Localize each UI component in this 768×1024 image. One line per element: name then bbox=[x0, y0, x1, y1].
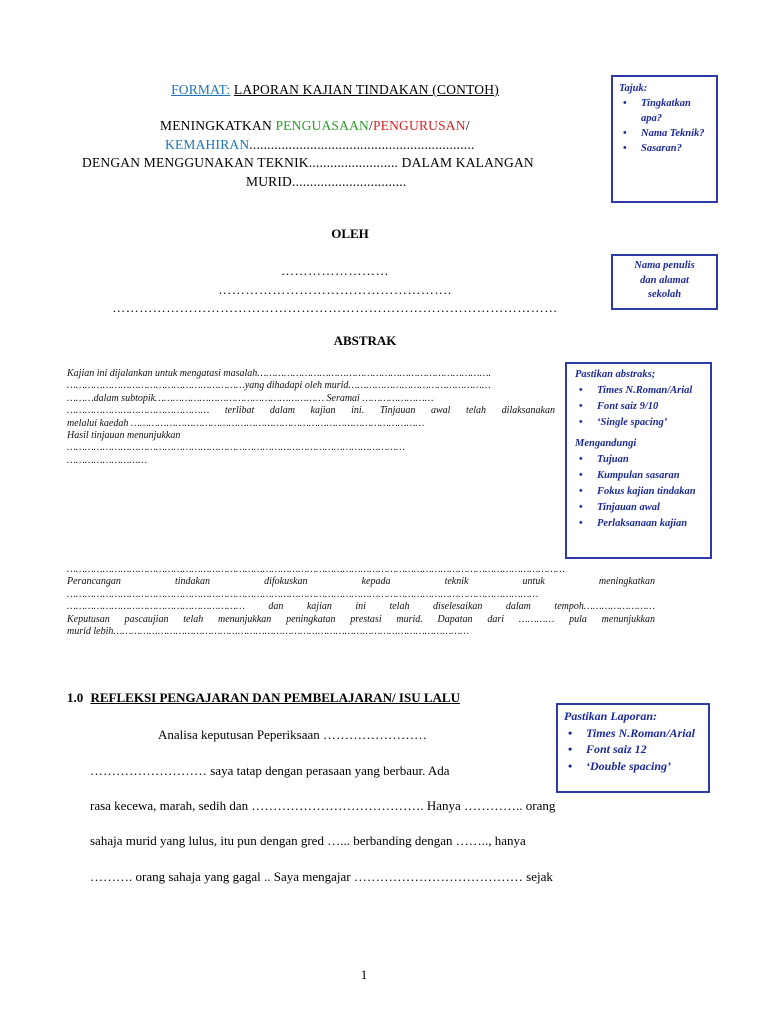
title-line-4: MURID................................ bbox=[246, 174, 407, 189]
body-line: ………. orang sahaja yang gagal .. Saya mengajar ………………………………… sejak bbox=[90, 869, 553, 884]
abstrak-note-item: • Times N.Roman/Arial bbox=[575, 383, 706, 399]
abstract-line: ………………………………………… terlibat dalam kajian ini. Tinjauan awal telah dilaksanakan bbox=[67, 405, 555, 417]
format-label: FORMAT: bbox=[171, 82, 231, 97]
abstract-line: Hasil tinjauan menunjukkan bbox=[67, 430, 181, 442]
laporan-note-item: • Times N.Roman/Arial bbox=[564, 725, 704, 742]
laporan-note-box bbox=[556, 703, 710, 793]
penulis-note-line: sekolah bbox=[647, 289, 682, 300]
section-number: 1.0 bbox=[67, 690, 84, 705]
laporan-note-item: • Font saiz 12 bbox=[564, 741, 704, 758]
abstrak-note-item: • ‘Single spacing’ bbox=[575, 415, 706, 431]
section-title: REFLEKSI PENGAJARAN DAN PEMBELAJARAN/ ISU LALU bbox=[90, 690, 460, 705]
title-line-2 bbox=[165, 137, 475, 153]
penulis-note-box bbox=[611, 254, 718, 310]
abstrak-note-content: • Perlaksanaan kajian bbox=[575, 516, 706, 532]
abstract-line: …………………………………………………………………………………………………… bbox=[67, 442, 405, 454]
title-slash: / bbox=[368, 118, 373, 133]
laporan-note-item: • ‘Double spacing’ bbox=[564, 758, 704, 775]
abstract-line: ………dalam subtopik………………………………………………… Seramai …………………… bbox=[67, 392, 434, 404]
abstract-paragraph-1 bbox=[67, 368, 555, 467]
author-line-3: ……………………………………………………………………………………… bbox=[112, 300, 558, 315]
document-header bbox=[130, 82, 540, 98]
body-line: sahaja murid yang lulus, itu pun dengan gred …... berbanding dengan …….., hanya bbox=[90, 833, 526, 848]
author-line-2: ……………………………………………. bbox=[218, 282, 452, 297]
body-line: ……………………… saya tatap dengan perasaan yang berbaur. Ada bbox=[90, 763, 450, 778]
abstract-line: Perancangan tindakan difokuskan kepada teknik untuk meningkatkan bbox=[67, 576, 655, 588]
oleh-label: OLEH bbox=[331, 226, 369, 241]
laporan-note-title: Pastikan Laporan: bbox=[564, 709, 658, 723]
body-line: Analisa keputusan Peperiksaan …………………… bbox=[158, 727, 427, 742]
abstrak-note-content: • Tinjauan awal bbox=[575, 500, 706, 516]
abstract-line: …………………………………………………… dan kajian ini telah diselesaikan dalam tempoh…………………… bbox=[67, 601, 655, 613]
title-pengurusan: PENGURUSAN bbox=[372, 118, 466, 133]
abstract-paragraph-2 bbox=[67, 564, 655, 638]
abstrak-note-subtitle: Mengandungi bbox=[575, 438, 637, 449]
title-penguasaan: PENGUASAAN bbox=[275, 118, 369, 133]
abstract-line: …………………………………………………………………………………………………………………………………………………… bbox=[67, 564, 565, 575]
penulis-note-line: Nama penulis bbox=[634, 260, 695, 271]
abstract-line: ……………………… bbox=[67, 454, 148, 466]
title-dots: ............................................................... bbox=[249, 137, 475, 152]
abstrak-heading: ABSTRAK bbox=[333, 333, 397, 348]
abstrak-note-box bbox=[565, 362, 712, 559]
abstract-line: Kajian ini dijalankan untuk mengatasi masalah……………………………………………………………………. bbox=[67, 368, 491, 379]
penulis-note-line: dan alamat bbox=[640, 274, 689, 286]
abstrak-note-content: • Tujuan bbox=[575, 452, 706, 468]
title-prefix: MENINGKATKAN bbox=[160, 118, 272, 133]
title-kemahiran: KEMAHIRAN bbox=[165, 137, 250, 152]
title-line-1 bbox=[160, 118, 470, 134]
tajuk-note-title: Tajuk: bbox=[619, 83, 648, 94]
tajuk-note-item: • Nama Teknik? bbox=[619, 126, 712, 141]
author-name-line: …………………… bbox=[281, 263, 389, 278]
tajuk-note-item: • Sasaran? bbox=[619, 141, 712, 156]
abstract-line: ……………………………………………………yang dihadapi oleh murid………………………………………… bbox=[67, 380, 491, 392]
format-title: LAPORAN KAJIAN TINDAKAN (CONTOH) bbox=[233, 82, 499, 97]
abstrak-note-content: • Kumpulan sasaran bbox=[575, 468, 706, 484]
section-1-heading bbox=[67, 690, 460, 706]
abstract-line: …………………………………………………………………………………………………………………………………………… bbox=[67, 588, 539, 600]
title-slash-end: / bbox=[465, 118, 470, 133]
abstrak-note-item: • Font saiz 9/10 bbox=[575, 399, 706, 415]
abstrak-note-title: Pastikan abstraks; bbox=[575, 369, 656, 380]
body-line: rasa kecewa, marah, sedih dan …………………………………. Hanya ………….. orang bbox=[90, 798, 556, 813]
abstract-line: murid lebih………………………………………………………………………………………………………… bbox=[67, 626, 470, 638]
abstract-line: Keputusan pascaujian telah menunjukkan peningkatan prestasi murid. Dapatan dari ………… pula menunjukkan bbox=[67, 613, 655, 625]
abstract-line: melalui kaedah ……………………………………………………………………………………… bbox=[67, 417, 425, 429]
tajuk-note-item: • Tingkatkan apa? bbox=[619, 96, 712, 126]
abstrak-note-content: • Fokus kajian tindakan bbox=[575, 484, 706, 500]
page-number: 1 bbox=[360, 967, 368, 982]
tajuk-note-box bbox=[611, 75, 718, 203]
title-line-3: DENGAN MENGGUNAKAN TEKNIK......................... DALAM KALANGAN bbox=[82, 155, 534, 170]
